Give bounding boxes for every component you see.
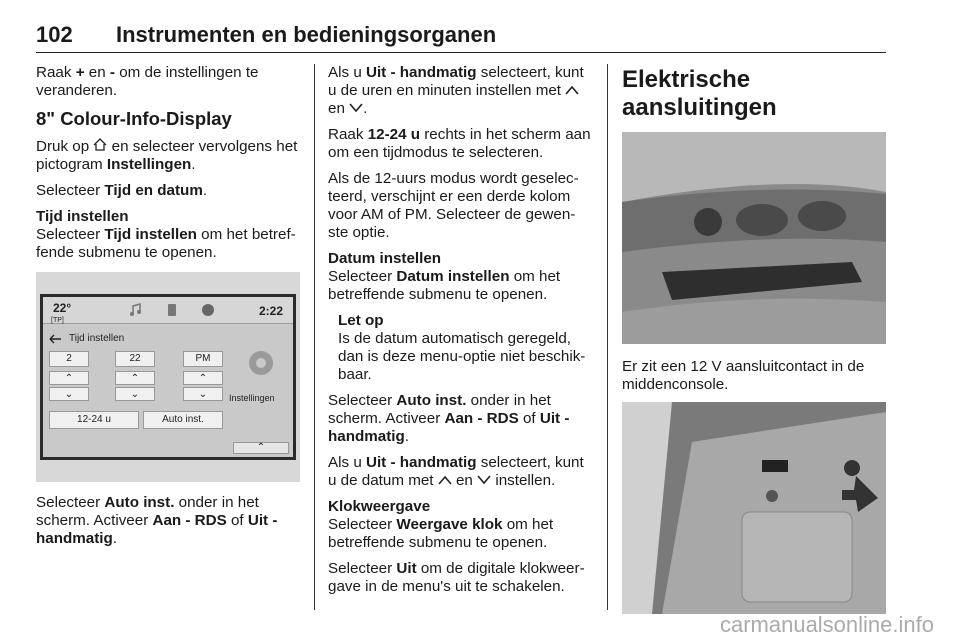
column-divider (607, 64, 608, 610)
ampm-down-button[interactable]: ⌄ (183, 387, 223, 401)
info-icon (201, 303, 215, 322)
paragraph: Selecteer Weergave klok om het betreffende submenu te openen. (328, 516, 554, 552)
minute-up-button[interactable]: ⌃ (115, 371, 155, 385)
note-box (338, 312, 594, 384)
paragraph: Selecteer Tijd en datum. (36, 182, 208, 200)
page-number: 102 (36, 22, 73, 47)
paragraph: Selecteer Tijd instellen om het betref-fende submenu te openen. (36, 226, 296, 262)
paragraph: Er zit een 12 V aansluitcontact in de middenconsole. (622, 358, 865, 393)
ampm-up-button[interactable]: ⌃ (183, 371, 223, 385)
section-heading: Elektrische aansluitingen (622, 66, 777, 121)
minute-field[interactable]: 22 (115, 351, 155, 367)
paragraph: Selecteer Datum instellen om het betreffende submenu te openen. (328, 268, 561, 304)
clock: 2:22 (258, 304, 283, 319)
chevron-down-icon (349, 100, 363, 118)
subheading: Tijd instellen (36, 208, 129, 226)
note-text: Is de datum automatisch geregeld, dan is deze menu-optie niet beschik-baar. (338, 330, 586, 384)
paragraph: Selecteer Uit om de digitale klokweer-gave in de menu's uit te schakelen. (328, 560, 585, 596)
gear-icon (243, 345, 279, 386)
page-header (36, 22, 886, 53)
chevron-up-icon (438, 472, 452, 490)
phone-icon (167, 303, 177, 322)
paragraph: Druk op en selecteer vervolgens het pictogram Instellingen. (36, 138, 298, 174)
ampm-field[interactable]: PM (183, 351, 223, 367)
settings-label: Instellingen (229, 393, 275, 404)
intro-paragraph: Raak + en - om de instellingen te veranderen. (36, 64, 259, 99)
12-24-button[interactable]: 12-24 u (49, 411, 139, 429)
menu-title: Tijd instellen (69, 333, 125, 345)
chevron-up-icon (565, 82, 579, 100)
chapter-title: Instrumenten en bedieningsorganen (116, 22, 497, 47)
temperature: 22° (53, 301, 72, 316)
paragraph: Raak 12-24 u rechts in het scherm aan om een tijdmodus te selecteren. (328, 126, 591, 162)
note-heading: Let op (338, 312, 384, 330)
paragraph: Als u Uit - handmatig selecteert, kunt u de datum met en instellen. (328, 454, 584, 490)
music-icon (129, 303, 143, 322)
column-divider (314, 64, 315, 610)
display-screen (40, 294, 296, 460)
chevron-down-icon (477, 472, 491, 490)
paragraph: Als u Uit - handmatig selecteert, kunt u de uren en minuten instellen met en . (328, 64, 584, 118)
collapse-button[interactable]: ⌃ (233, 442, 289, 454)
auto-set-button[interactable]: Auto inst. (143, 411, 223, 429)
section-heading: 8" Colour-Info-Display (36, 108, 232, 129)
watermark: carmanualsonline.info (719, 612, 934, 637)
hour-field[interactable]: 2 (49, 351, 89, 367)
paragraph: Selecteer Auto inst. onder in het scherm. Activeer Aan - RDS of Uit - handmatig. (36, 494, 278, 548)
hour-down-button[interactable]: ⌄ (49, 387, 89, 401)
paragraph: Selecteer Auto inst. onder in het scherm. Activeer Aan - RDS of Uit - handmatig. (328, 392, 570, 446)
display-screenshot-figure (36, 272, 300, 482)
subheading: Klokweergave (328, 498, 431, 516)
column-2 (328, 64, 594, 604)
socket-photo (622, 402, 886, 614)
subheading: Datum instellen (328, 250, 442, 268)
column-3 (622, 64, 886, 614)
center-console-photo (622, 132, 886, 344)
home-icon (93, 138, 107, 156)
minute-down-button[interactable]: ⌄ (115, 387, 155, 401)
paragraph: Als de 12-uurs modus wordt geselec-teerd, verschijnt er een derde kolom voor AM of PM. Selecteer de gewen-ste optie. (328, 170, 579, 242)
back-icon[interactable] (49, 331, 63, 349)
status-bar (43, 297, 293, 324)
hour-up-button[interactable]: ⌃ (49, 371, 89, 385)
column-1 (36, 64, 300, 556)
tp-indicator: [TP] (51, 317, 64, 325)
